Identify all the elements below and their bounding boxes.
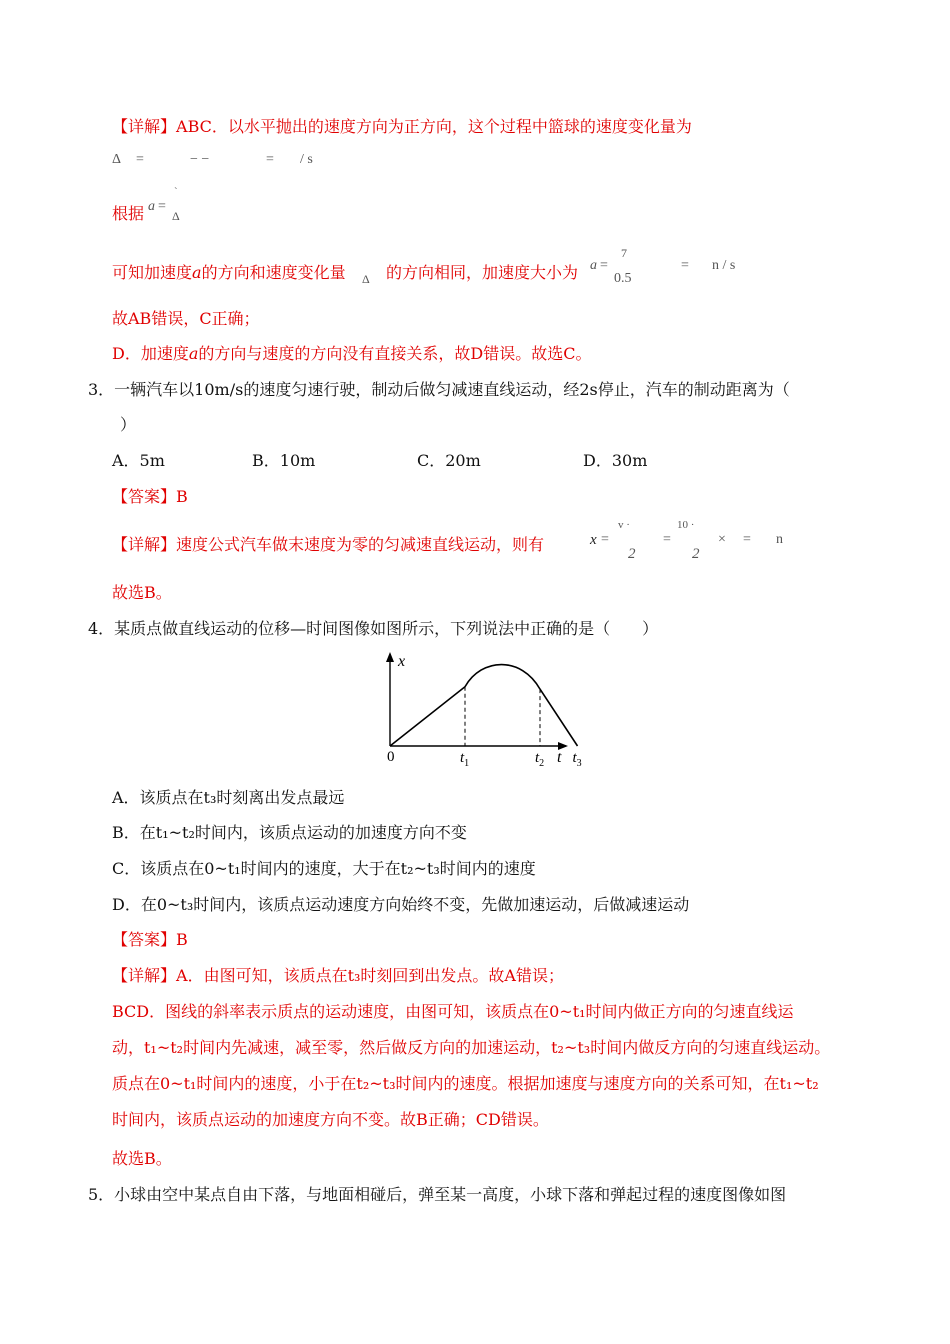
q2-basis-prefix: 根据 (112, 204, 145, 223)
q3-option-b: B．10m (252, 451, 316, 470)
q4-detail-line1 (112, 965, 564, 987)
delta-symbol: Δ (112, 152, 122, 167)
displacement-var: x (590, 532, 597, 548)
delta-symbol: Δ (362, 272, 370, 286)
q3-stem-line1: 3．一辆汽车以10m/s的速度匀速行驶，制动后做匀减速直线运动，经2s停止，汽车的制动距离为（ (88, 380, 790, 399)
q2-conclusion-2 (112, 343, 591, 365)
fraction-denominator: 2 (692, 546, 700, 562)
y-axis-label: x (398, 653, 406, 670)
conclusion-post: 的方向与速度的方向没有直接关系，故D错误。故选C。 (198, 344, 592, 363)
tick-label-t1: $t_1$ (460, 750, 470, 769)
q4-detail-line3: 动，t₁~t₂时间内先减速，减至零，然后做反方向的加速运动，t₂~t₃时间内做反方向的匀速直线运动。 (112, 1038, 831, 1057)
equals-sign: = (600, 258, 608, 273)
q4-answer: 【答案】B (112, 930, 188, 949)
tick-label-t3: $t_3$ (572, 750, 582, 769)
q3-conclusion: 故选B。 (112, 583, 172, 602)
q2-line3 (112, 262, 346, 284)
detail-label: 【详解】 (112, 535, 177, 554)
q4-detail-line5: 时间内，该质点运动的加速度方向不变。故B正确；CD错误。 (112, 1110, 549, 1129)
detail-text: 速度公式汽车做末速度为零的匀减速直线运动，则有 (176, 535, 545, 554)
origin-label: 0 (387, 749, 395, 765)
q4-stem: 4．某质点做直线运动的位移—时间图像如图所示，下列说法中正确的是（ ） (88, 619, 659, 638)
q2-line3-end: 的方向相同，加速度大小为 (386, 263, 579, 282)
y-axis-arrow (386, 652, 394, 662)
x-axis-label: t (557, 749, 562, 766)
q3-detail-line (112, 534, 544, 556)
delta-symbol: Δ (172, 209, 180, 223)
conclusion-var: a (188, 344, 199, 363)
q4-conclusion: 故选B。 (112, 1149, 172, 1168)
equals-sign: = (743, 532, 751, 547)
equals-sign: = (158, 199, 166, 214)
q4-xt-graph (370, 648, 580, 772)
line3-text: 可知加速度 (112, 263, 193, 282)
q3-option-d: D．30m (583, 451, 648, 470)
unit: n / s (712, 258, 736, 273)
conclusion-pre: D．加速度 (112, 344, 189, 363)
fraction-numerator: v · (618, 519, 630, 531)
tick-label-t2: $t_2$ (535, 750, 545, 769)
equals-sign: = (663, 532, 671, 547)
fraction-denominator: 0.5 (614, 271, 632, 286)
q3-option-c: C．20m (417, 451, 481, 470)
equals-sign: = (601, 532, 609, 547)
q4-option-a: A．该质点在t₃时刻离出发点最远 (112, 788, 345, 807)
q3-answer: 【答案】B (112, 487, 188, 506)
equals-sign: = (266, 152, 274, 167)
minus-signs: − − (190, 152, 210, 167)
equals-sign: = (136, 152, 144, 167)
detail-text: ABC．以水平抛出的速度方向为正方向，这个过程中篮球的速度变化量为 (176, 117, 692, 136)
detail-label: 【详解】 (112, 117, 177, 136)
numerator-mark: ˋ (174, 186, 178, 198)
q4-option-d: D．在0~t₃时间内，该质点运动速度方向始终不变，先做加速运动，后做减速运动 (112, 895, 690, 914)
q4-detail-line2: BCD．图线的斜率表示质点的运动速度，由图可知，该质点在0~t₁时间内做正方向的匀速直线运 (112, 1002, 794, 1021)
q5-stem: 5．小球由空中某点自由下落，与地面相碰后，弹至某一高度，小球下落和弹起过程的速度图像如图 (88, 1185, 787, 1204)
equals-sign: = (681, 258, 689, 273)
detail-label: 【详解】 (112, 966, 177, 985)
line3-var: a (192, 263, 202, 282)
line3-mid: 的方向和速度变化量 (201, 263, 346, 282)
q4-detail-line4: 质点在0~t₁时间内的速度，小于在t₂~t₃时间内的速度。根据加速度与速度方向的关系可知，在t₁~t₂ (112, 1074, 819, 1093)
q3-option-a: A．5m (112, 451, 165, 470)
unit: n (776, 532, 783, 547)
fraction-numerator: 10 · (677, 519, 695, 531)
unit: / s (300, 152, 313, 167)
accel-var: a (590, 258, 597, 273)
fraction-numerator: 7 (621, 246, 627, 260)
q2-detail-line (112, 116, 692, 138)
accel-var: a (148, 199, 155, 214)
q2-conclusion-1: 故AB错误，C正确； (112, 309, 260, 328)
times-sign: × (718, 532, 726, 547)
q4-option-b: B．在t₁~t₂时间内，该质点运动的加速度方向不变 (112, 823, 467, 842)
xt-curve (390, 665, 578, 746)
q4-option-c: C．该质点在0~t₁时间内的速度，大于在t₂~t₃时间内的速度 (112, 859, 536, 878)
q3-stem-line2: ） (120, 415, 137, 434)
detail-text: A．由图可知，该质点在t₃时刻回到出发点。故A错误； (176, 966, 564, 985)
fraction-denominator: 2 (628, 546, 636, 562)
